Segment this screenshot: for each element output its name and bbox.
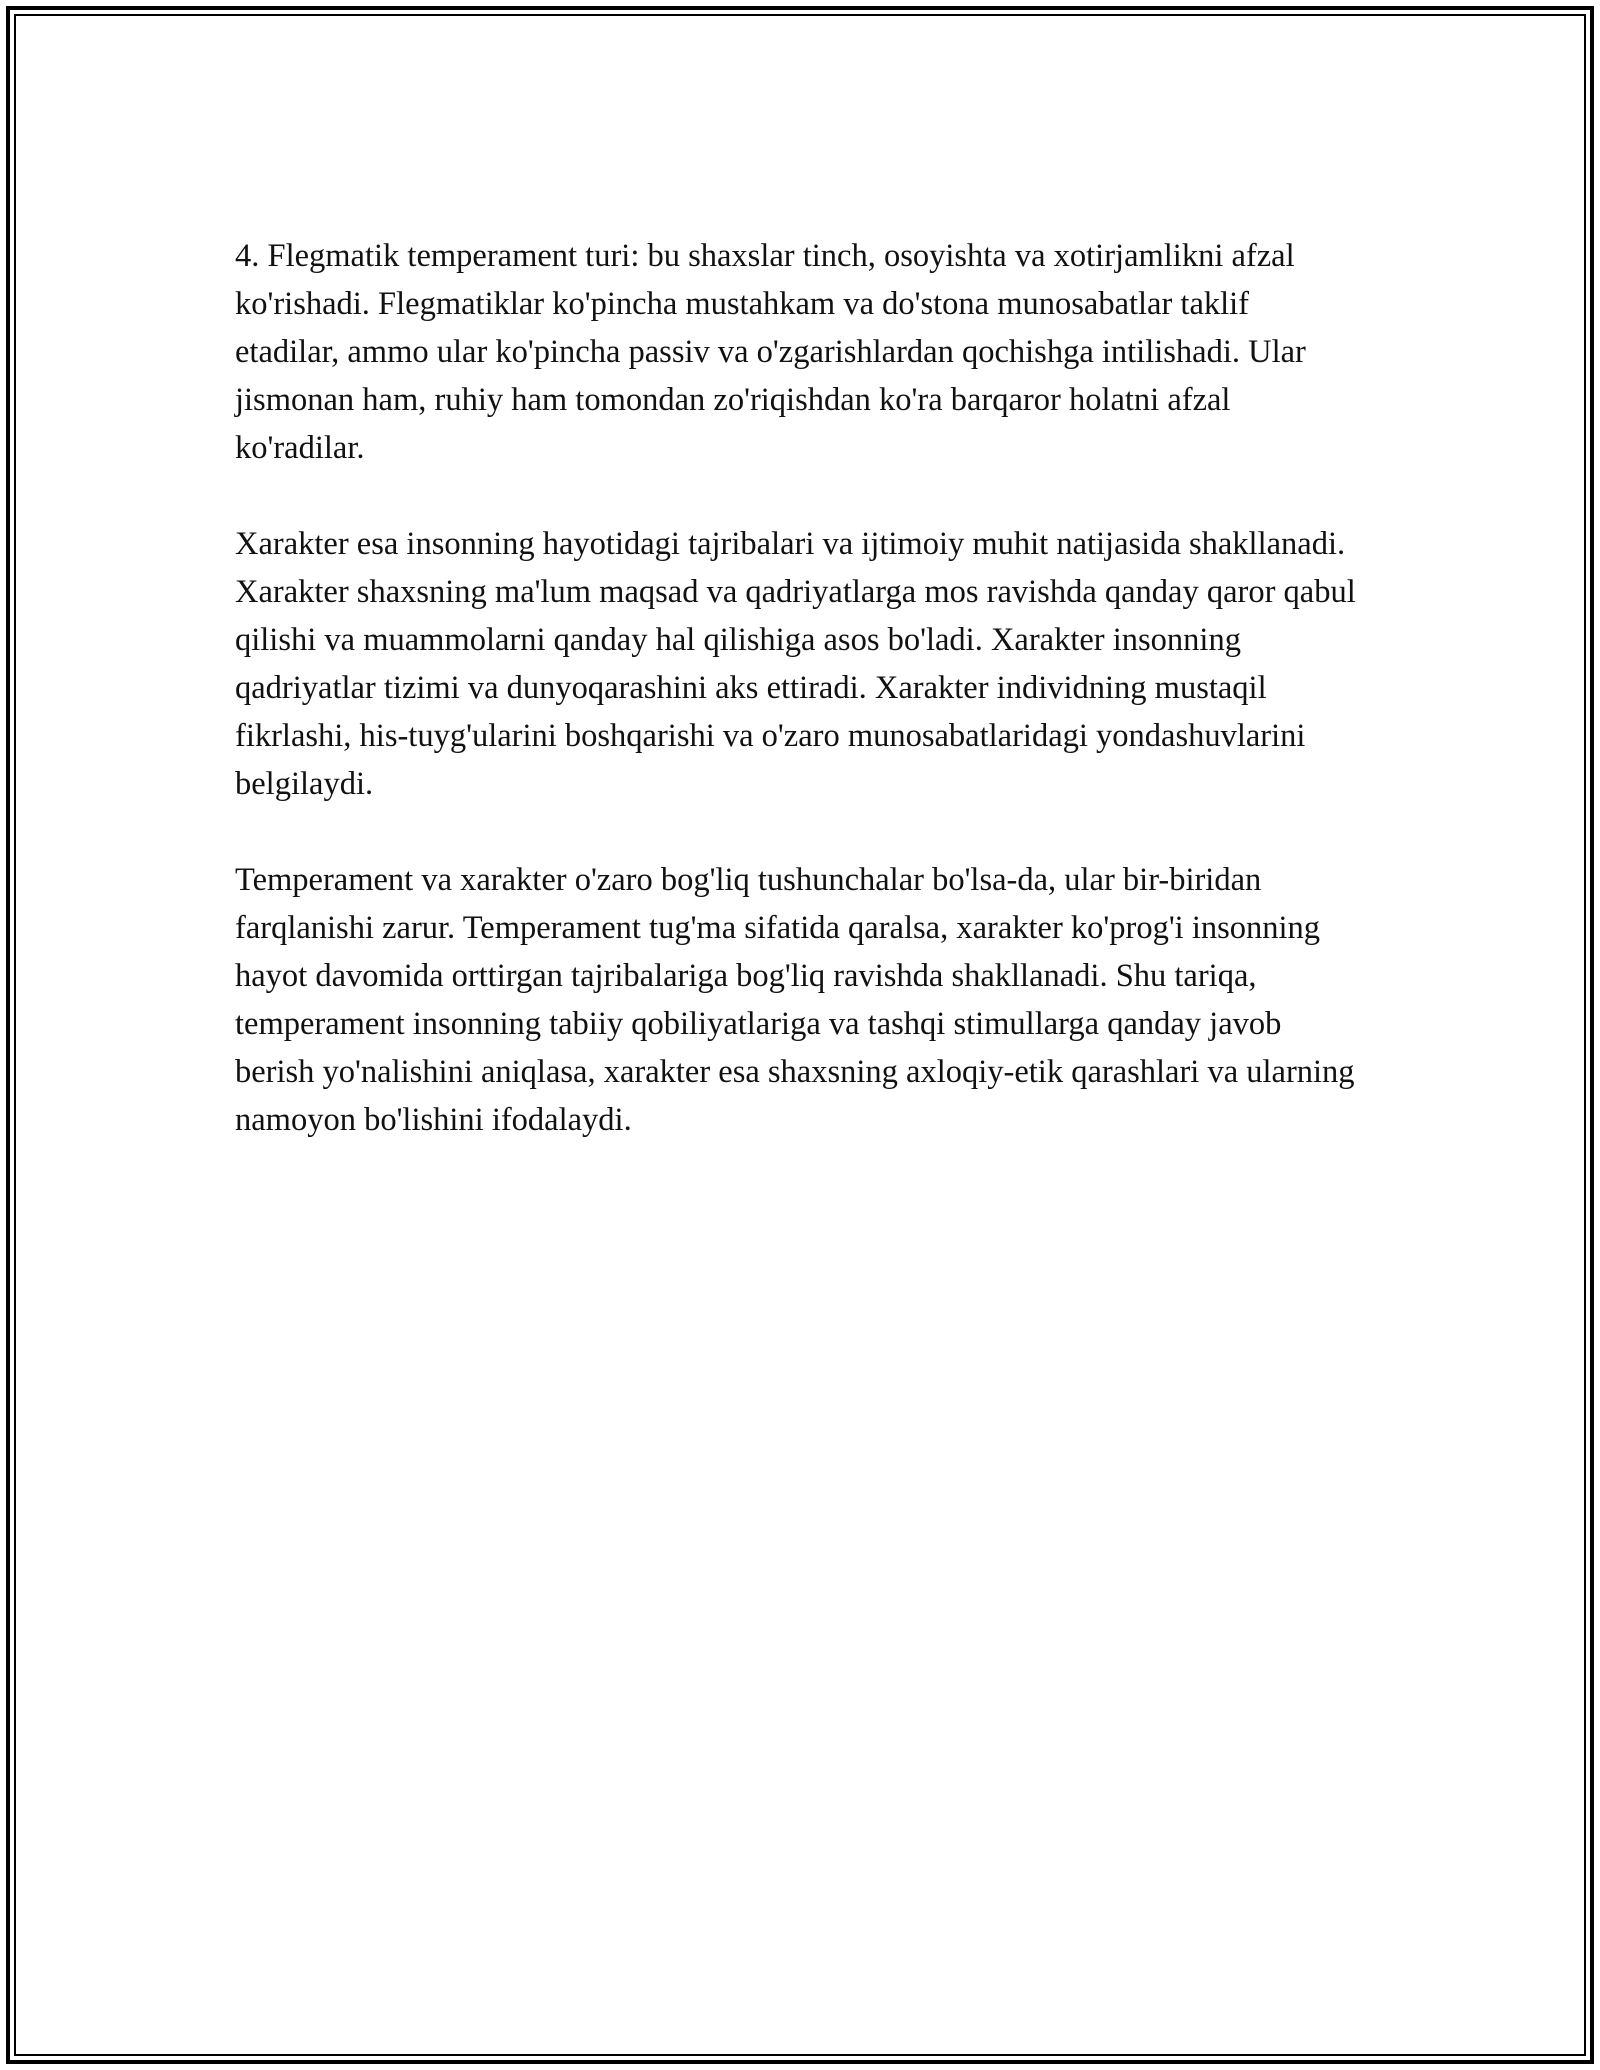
document-body	[235, 232, 1360, 1192]
paragraph-flegmatik: 4. Flegmatik temperament turi: bu shaxslar tinch, osoyishta va xotirjamlikni afzal ko'rishadi. Flegmatiklar ko'pincha mustahkam va do'stona munosabatlar taklif etadilar, ammo ular ko'pincha passiv va o'zgarishlardan qochishga intilishadi. Ular jismonan ham, ruhiy ham tomondan zo'riqishdan ko'ra barqaror holatni afzal ko'radilar.	[235, 238, 1306, 466]
paragraph-temperament-va-xarakter: Temperament va xarakter o'zaro bog'liq tushunchalar bo'lsa-da, ular bir-biridan farqlanishi zarur. Temperament tug'ma sifatida qaralsa, xarakter ko'prog'i insonning hayot davomida orttirgan tajribalariga bog'liq ravishda shakllanadi. Shu tariqa, temperament insonning tabiiy qobiliyatlariga va tashqi stimullarga qanday javob berish yo'nalishini aniqlasa, xarakter esa shaxsning axloqiy-etik qarashlari va ularning namoyon bo'lishini ifodalaydi.	[235, 862, 1355, 1138]
paragraph-xarakter: Xarakter esa insonning hayotidagi tajribalari va ijtimoiy muhit natijasida shakllanadi. Xarakter shaxsning ma'lum maqsad va qadriyatlarga mos ravishda qanday qaror qabul qilishi va muammolarni qanday hal qilishiga asos bo'ladi. Xarakter insonning qadriyatlar tizimi va dunyoqarashini aks ettiradi. Xarakter individning mustaqil fikrlashi, his-tuyg'ularini boshqarishi va o'zaro munosabatlaridagi yondashuvlarini belgilaydi.	[235, 526, 1356, 802]
